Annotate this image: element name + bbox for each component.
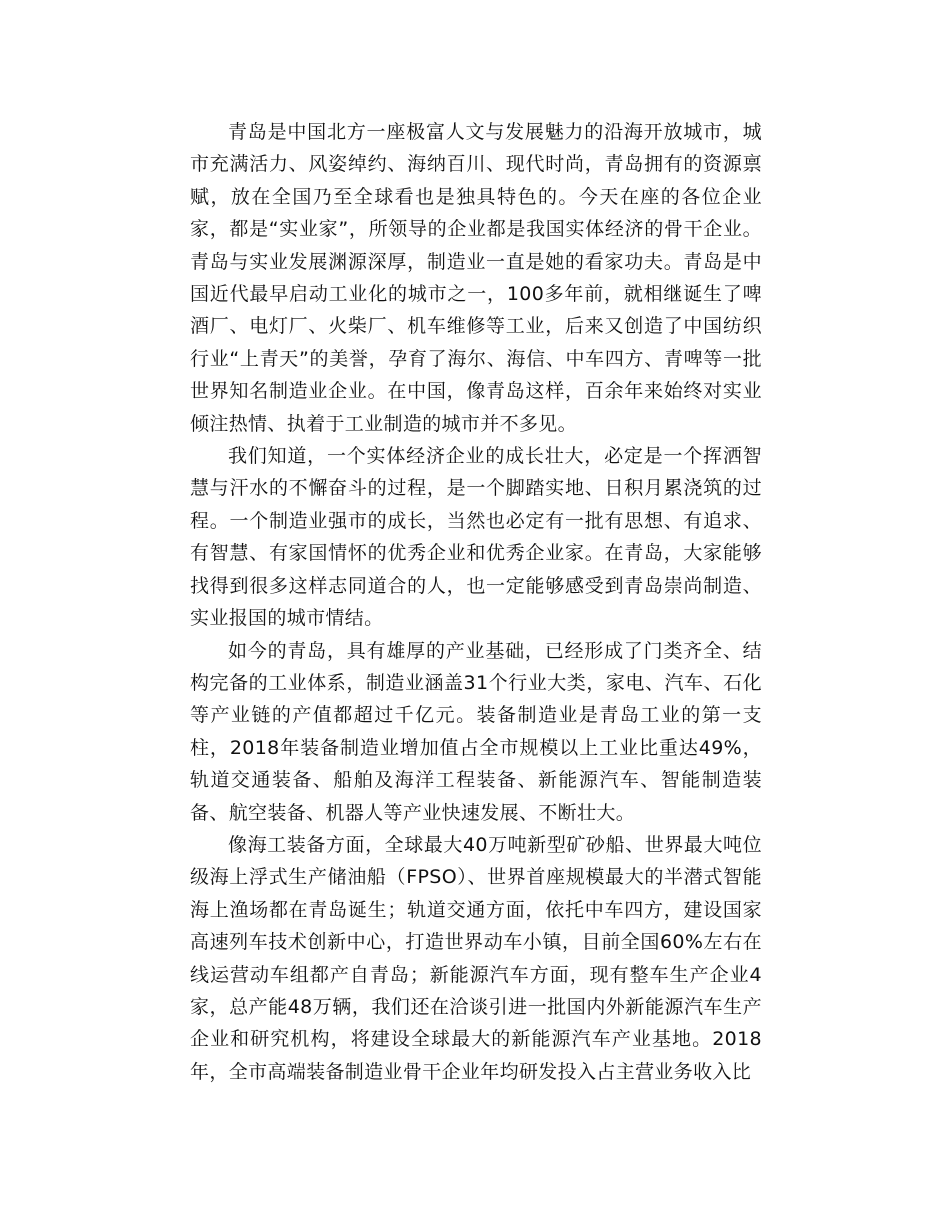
document-body (190, 116, 762, 1088)
paragraph-industrial-base: 如今的青岛，具有雄厚的产业基础，已经形成了门类齐全、结构完备的工业体系，制造业涵盖31个行业大类，家电、汽车、石化等产业链的产值都超过千亿元。装备制造业是青岛工业的第一支柱，2018年装备制造业增加值占全市规模以上工业比重达49%，轨道交通装备、船舶及海洋工程装备、新能源汽车、智能制造装备、航空装备、机器人等产业快速发展、不断壮大。 (190, 639, 762, 824)
paragraph-equipment-manufacturing: 像海工装备方面，全球最大40万吨新型矿砂船、世界最大吨位级海上浮式生产储油船（FPSO）、世界首座规模最大的半潜式智能海上渔场都在青岛诞生；轨道交通方面，依托中车四方，建设国家高速列车技术创新中心，打造世界动车小镇，目前全国60%左右在线运营动车组都产自青岛；新能源汽车方面，现有整车生产企业4家，总产能48万辆，我们还在洽谈引进一批国内外新能源汽车生产企业和研究机构，将建设全球最大的新能源汽车产业基地。2018年，全市高端装备制造业骨干企业年均研发投入占主营业务收入比 (190, 833, 762, 1083)
paragraph-entrepreneur-spirit: 我们知道，一个实体经济企业的成长壮大，必定是一个挥洒智慧与汗水的不懈奋斗的过程，是一个脚踏实地、日积月累浇筑的过程。一个制造业强市的成长，当然也必定有一批有思想、有追求、有智慧、有家国情怀的优秀企业和优秀企业家。在青岛，大家能够找得到很多这样志同道合的人，也一定能够感受到青岛崇尚制造、实业报国的城市情结。 (190, 445, 762, 630)
paragraph-qingdao-industrial-history: 青岛是中国北方一座极富人文与发展魅力的沿海开放城市，城市充满活力、风姿绰约、海纳百川、现代时尚，青岛拥有的资源禀赋，放在全国乃至全球看也是独具特色的。今天在座的各位企业家，都是“实业家”，所领导的企业都是我国实体经济的骨干企业。青岛与实业发展渊源深厚，制造业一直是她的看家功夫。青岛是中国近代最早启动工业化的城市之一，100多年前，就相继诞生了啤酒厂、电灯厂、火柴厂、机车维修等工业，后来又创造了中国纺织行业“上青天”的美誉，孕育了海尔、海信、中车四方、青啤等一批世界知名制造业企业。在中国，像青岛这样，百余年来始终对实业倾注热情、执着于工业制造的城市并不多见。 (190, 121, 762, 435)
